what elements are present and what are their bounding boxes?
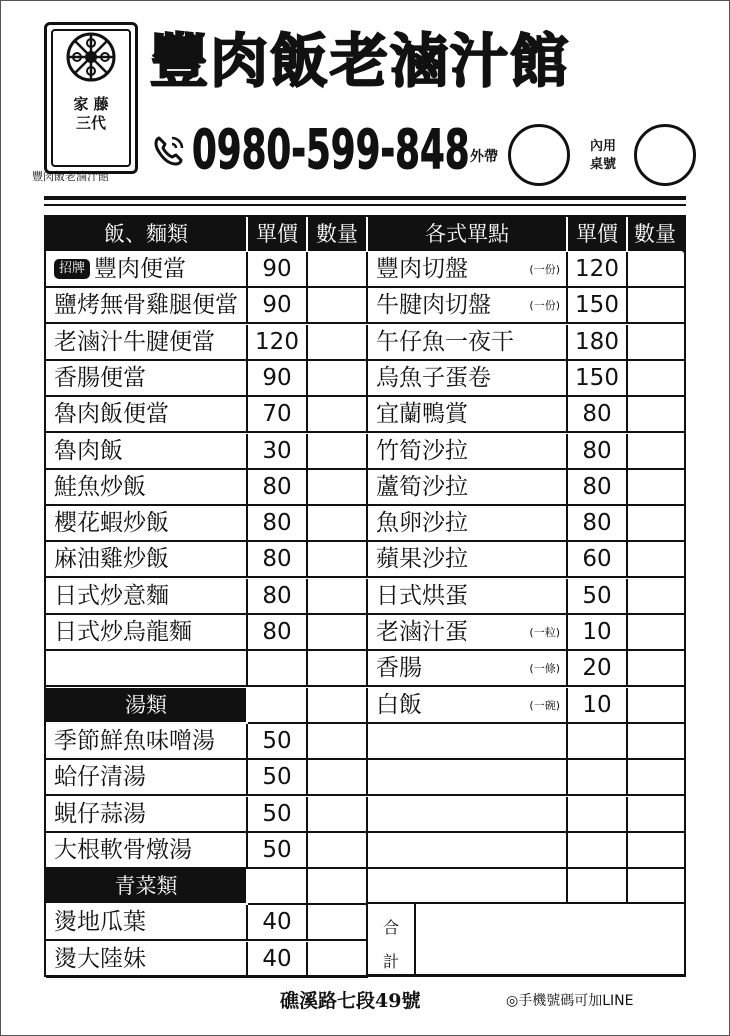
side-item-price: 10 (568, 688, 628, 724)
side-item-label: 老滷汁蛋 (376, 619, 468, 645)
portion-unit: (一份) (529, 299, 560, 313)
side-item-price: 60 (568, 542, 628, 578)
side-item-label: 宜蘭鴨賞 (376, 401, 468, 428)
side-item-name (368, 506, 568, 542)
menu-item-label: 日式炒烏龍麵 (54, 619, 192, 645)
menu-item-qty[interactable] (308, 833, 368, 869)
portion-unit: (一粒) (529, 626, 560, 639)
empty-cell (368, 833, 568, 869)
flower-emblem-icon (65, 31, 117, 83)
side-item-label: 竹筍沙拉 (376, 437, 468, 464)
menu-item-price: 80 (248, 542, 308, 578)
header-left-price: 單價 (248, 217, 308, 253)
menu-item-name (46, 542, 248, 578)
side-item-price: 80 (568, 397, 628, 433)
side-item-name (368, 252, 568, 288)
menu-item-qty[interactable] (308, 288, 368, 324)
menu-item-price: 50 (248, 760, 308, 796)
side-item-label: 烏魚子蛋卷 (376, 364, 491, 391)
empty-cell (568, 797, 628, 833)
side-item-price: 80 (568, 434, 628, 470)
menu-item-name (46, 397, 248, 433)
dinein-label: 內用 桌號 (590, 139, 617, 172)
side-item-qty[interactable] (628, 506, 684, 542)
menu-item-qty[interactable] (308, 724, 368, 760)
side-item-qty[interactable] (628, 361, 684, 397)
phone-icon (150, 132, 188, 170)
empty-cell (568, 833, 628, 869)
section-header-soup: 湯類 (46, 688, 248, 724)
menu-item-qty[interactable] (308, 905, 368, 941)
menu-item-price: 50 (248, 797, 308, 833)
side-item-label: 豐肉切盤 (376, 256, 468, 282)
menu-item-price: 90 (248, 252, 308, 288)
side-item-qty[interactable] (628, 615, 684, 651)
side-item-price: 10 (568, 615, 628, 651)
takeout-checkbox[interactable] (508, 124, 570, 186)
menu-item-price: 80 (248, 579, 308, 615)
menu-item-label: 大根軟骨燉湯 (54, 836, 192, 863)
empty-cell (46, 651, 248, 687)
table-row (46, 397, 684, 433)
menu-item-qty[interactable] (308, 434, 368, 470)
side-item-qty[interactable] (628, 651, 684, 687)
menu-item-name (46, 252, 248, 288)
empty-cell (308, 869, 368, 905)
side-item-label: 魚卵沙拉 (376, 510, 468, 537)
table-row (46, 325, 684, 361)
side-item-label: 午仔魚一夜干 (376, 328, 514, 355)
menu-item-label: 蛤仔清湯 (54, 764, 146, 791)
table-row (46, 760, 684, 796)
menu-item-name (46, 434, 248, 470)
side-item-qty[interactable] (628, 579, 684, 615)
total-box (366, 902, 686, 976)
header-divider (44, 196, 686, 200)
menu-item-price: 40 (248, 942, 308, 978)
side-item-name (368, 688, 568, 724)
menu-table (44, 215, 686, 977)
side-item-label: 蘆筍沙拉 (376, 473, 468, 500)
menu-item-name (46, 361, 248, 397)
shop-title: 豐肉飯老滷汁館 (150, 27, 571, 95)
menu-item-qty[interactable] (308, 615, 368, 651)
total-label: 合 計 (368, 904, 416, 974)
takeout-label: 外帶 (470, 149, 498, 165)
menu-item-price: 120 (248, 325, 308, 361)
empty-cell (628, 797, 684, 833)
portion-unit: (一份) (529, 263, 560, 276)
menu-item-qty[interactable] (308, 760, 368, 796)
menu-item-price: 50 (248, 724, 308, 760)
menu-item-name (46, 506, 248, 542)
shop-logo (44, 22, 138, 174)
side-item-qty[interactable] (628, 288, 684, 324)
menu-item-price: 80 (248, 470, 308, 506)
header-side-dishes: 各式單點 (368, 217, 568, 253)
menu-item-label: 豐肉便當 (94, 256, 187, 282)
logo-text-line1: 家 藤 (73, 95, 109, 113)
menu-item-price: 90 (248, 288, 308, 324)
menu-item-name (46, 615, 248, 651)
menu-item-price: 50 (248, 833, 308, 869)
empty-cell (568, 869, 628, 905)
side-item-label: 日式烘蛋 (376, 582, 468, 609)
side-item-qty[interactable] (628, 325, 684, 361)
menu-item-label: 鮭魚炒飯 (54, 473, 146, 500)
empty-cell (368, 760, 568, 796)
empty-cell (568, 724, 628, 760)
menu-item-qty[interactable] (308, 397, 368, 433)
side-item-price: 150 (568, 288, 628, 324)
address: 礁溪路七段49號 (280, 990, 421, 1012)
side-item-name (368, 434, 568, 470)
menu-item-price: 30 (248, 434, 308, 470)
table-row (46, 724, 684, 760)
table-row (46, 869, 684, 905)
side-item-price: 20 (568, 651, 628, 687)
side-item-price: 180 (568, 325, 628, 361)
table-row (46, 252, 684, 288)
menu-item-name (46, 942, 248, 978)
menu-item-name (46, 470, 248, 506)
menu-item-label: 燙地瓜葉 (54, 909, 146, 936)
empty-cell (368, 724, 568, 760)
side-item-name (368, 361, 568, 397)
menu-item-qty[interactable] (308, 797, 368, 833)
side-item-qty[interactable] (628, 252, 684, 288)
menu-item-qty[interactable] (308, 942, 368, 978)
logo-text-line2: 三代 (75, 114, 106, 132)
empty-cell (248, 688, 308, 724)
signature-badge: 招牌 (54, 259, 90, 279)
side-item-price: 150 (568, 361, 628, 397)
table-row (46, 615, 684, 651)
side-item-label: 白飯 (376, 691, 422, 718)
empty-cell (628, 869, 684, 905)
menu-item-price: 90 (248, 361, 308, 397)
menu-item-qty[interactable] (308, 506, 368, 542)
empty-cell (628, 760, 684, 796)
table-header-row (46, 217, 684, 253)
side-item-qty[interactable] (628, 397, 684, 433)
side-item-label: 蘋果沙拉 (376, 546, 468, 573)
portion-unit: (一條) (529, 662, 560, 676)
side-item-label: 香腸 (376, 655, 422, 682)
menu-item-name (46, 325, 248, 361)
menu-item-qty[interactable] (308, 470, 368, 506)
table-row (46, 542, 684, 578)
table-number-field[interactable] (634, 124, 696, 186)
table-row (46, 797, 684, 833)
side-item-name (368, 288, 568, 324)
side-item-price: 80 (568, 470, 628, 506)
empty-cell (628, 833, 684, 869)
table-row (46, 470, 684, 506)
empty-cell (628, 724, 684, 760)
menu-item-qty[interactable] (308, 252, 368, 288)
side-item-name (368, 397, 568, 433)
menu-item-label: 燙大陸妹 (54, 945, 146, 972)
table-row (46, 651, 684, 687)
menu-item-label: 蜆仔蒜湯 (54, 800, 146, 827)
menu-item-qty[interactable] (308, 579, 368, 615)
menu-item-label: 日式炒意麵 (54, 582, 169, 609)
menu-item-name (46, 797, 248, 833)
header-left-qty: 數量 (308, 217, 368, 253)
empty-cell (368, 869, 568, 905)
menu-item-price: 70 (248, 397, 308, 433)
table-row (46, 688, 684, 724)
side-item-label: 牛腱肉切盤 (376, 292, 491, 319)
menu-item-label: 櫻花蝦炒飯 (54, 510, 169, 537)
menu-item-name (46, 724, 248, 760)
menu-item-qty[interactable] (308, 325, 368, 361)
menu-item-name (46, 833, 248, 869)
menu-item-name (46, 579, 248, 615)
phone-number: 0980-599-848 (192, 118, 470, 181)
menu-item-name (46, 760, 248, 796)
menu-item-label: 麻油雞炒飯 (54, 546, 169, 573)
menu-item-name (46, 288, 248, 324)
side-item-qty[interactable] (628, 434, 684, 470)
menu-item-label: 魯肉飯便當 (54, 401, 169, 428)
menu-item-label: 老滷汁牛腱便當 (54, 328, 215, 355)
empty-cell (308, 651, 368, 687)
menu-item-name (46, 905, 248, 941)
table-row (46, 579, 684, 615)
table-row (46, 434, 684, 470)
side-item-qty[interactable] (628, 688, 684, 724)
line-note: ◎手機號碼可加LINE (506, 993, 634, 1009)
empty-cell (308, 688, 368, 724)
side-item-qty[interactable] (628, 470, 684, 506)
empty-cell (568, 760, 628, 796)
side-item-name (368, 579, 568, 615)
side-item-name (368, 325, 568, 361)
menu-item-price: 80 (248, 615, 308, 651)
portion-unit: (一碗) (529, 698, 560, 712)
menu-item-qty[interactable] (308, 361, 368, 397)
menu-item-label: 魯肉飯 (54, 437, 123, 464)
menu-item-label: 鹽烤無骨雞腿便當 (54, 292, 238, 319)
table-row (46, 361, 684, 397)
header-right-qty: 數量 (628, 217, 684, 253)
header-divider-thin (44, 204, 686, 206)
menu-item-price: 40 (248, 905, 308, 941)
empty-cell (368, 797, 568, 833)
table-row (46, 833, 684, 869)
menu-item-qty[interactable] (308, 542, 368, 578)
menu-item-label: 香腸便當 (54, 364, 146, 391)
side-item-name (368, 651, 568, 687)
empty-cell (248, 869, 308, 905)
side-item-price: 120 (568, 252, 628, 288)
table-row (46, 288, 684, 324)
side-item-name (368, 542, 568, 578)
side-item-qty[interactable] (628, 542, 684, 578)
side-item-name (368, 615, 568, 651)
table-row (46, 506, 684, 542)
side-item-name (368, 470, 568, 506)
side-item-price: 50 (568, 579, 628, 615)
header-right-price: 單價 (568, 217, 628, 253)
menu-item-label: 季節鮮魚味噌湯 (54, 727, 215, 754)
menu-item-price: 80 (248, 506, 308, 542)
side-item-price: 80 (568, 506, 628, 542)
section-header-veg: 青菜類 (46, 869, 248, 905)
header-rice-noodles: 飯、麵類 (46, 217, 248, 253)
logo-caption: 豐肉飯老滷汁館 (32, 170, 109, 183)
empty-cell (248, 651, 308, 687)
